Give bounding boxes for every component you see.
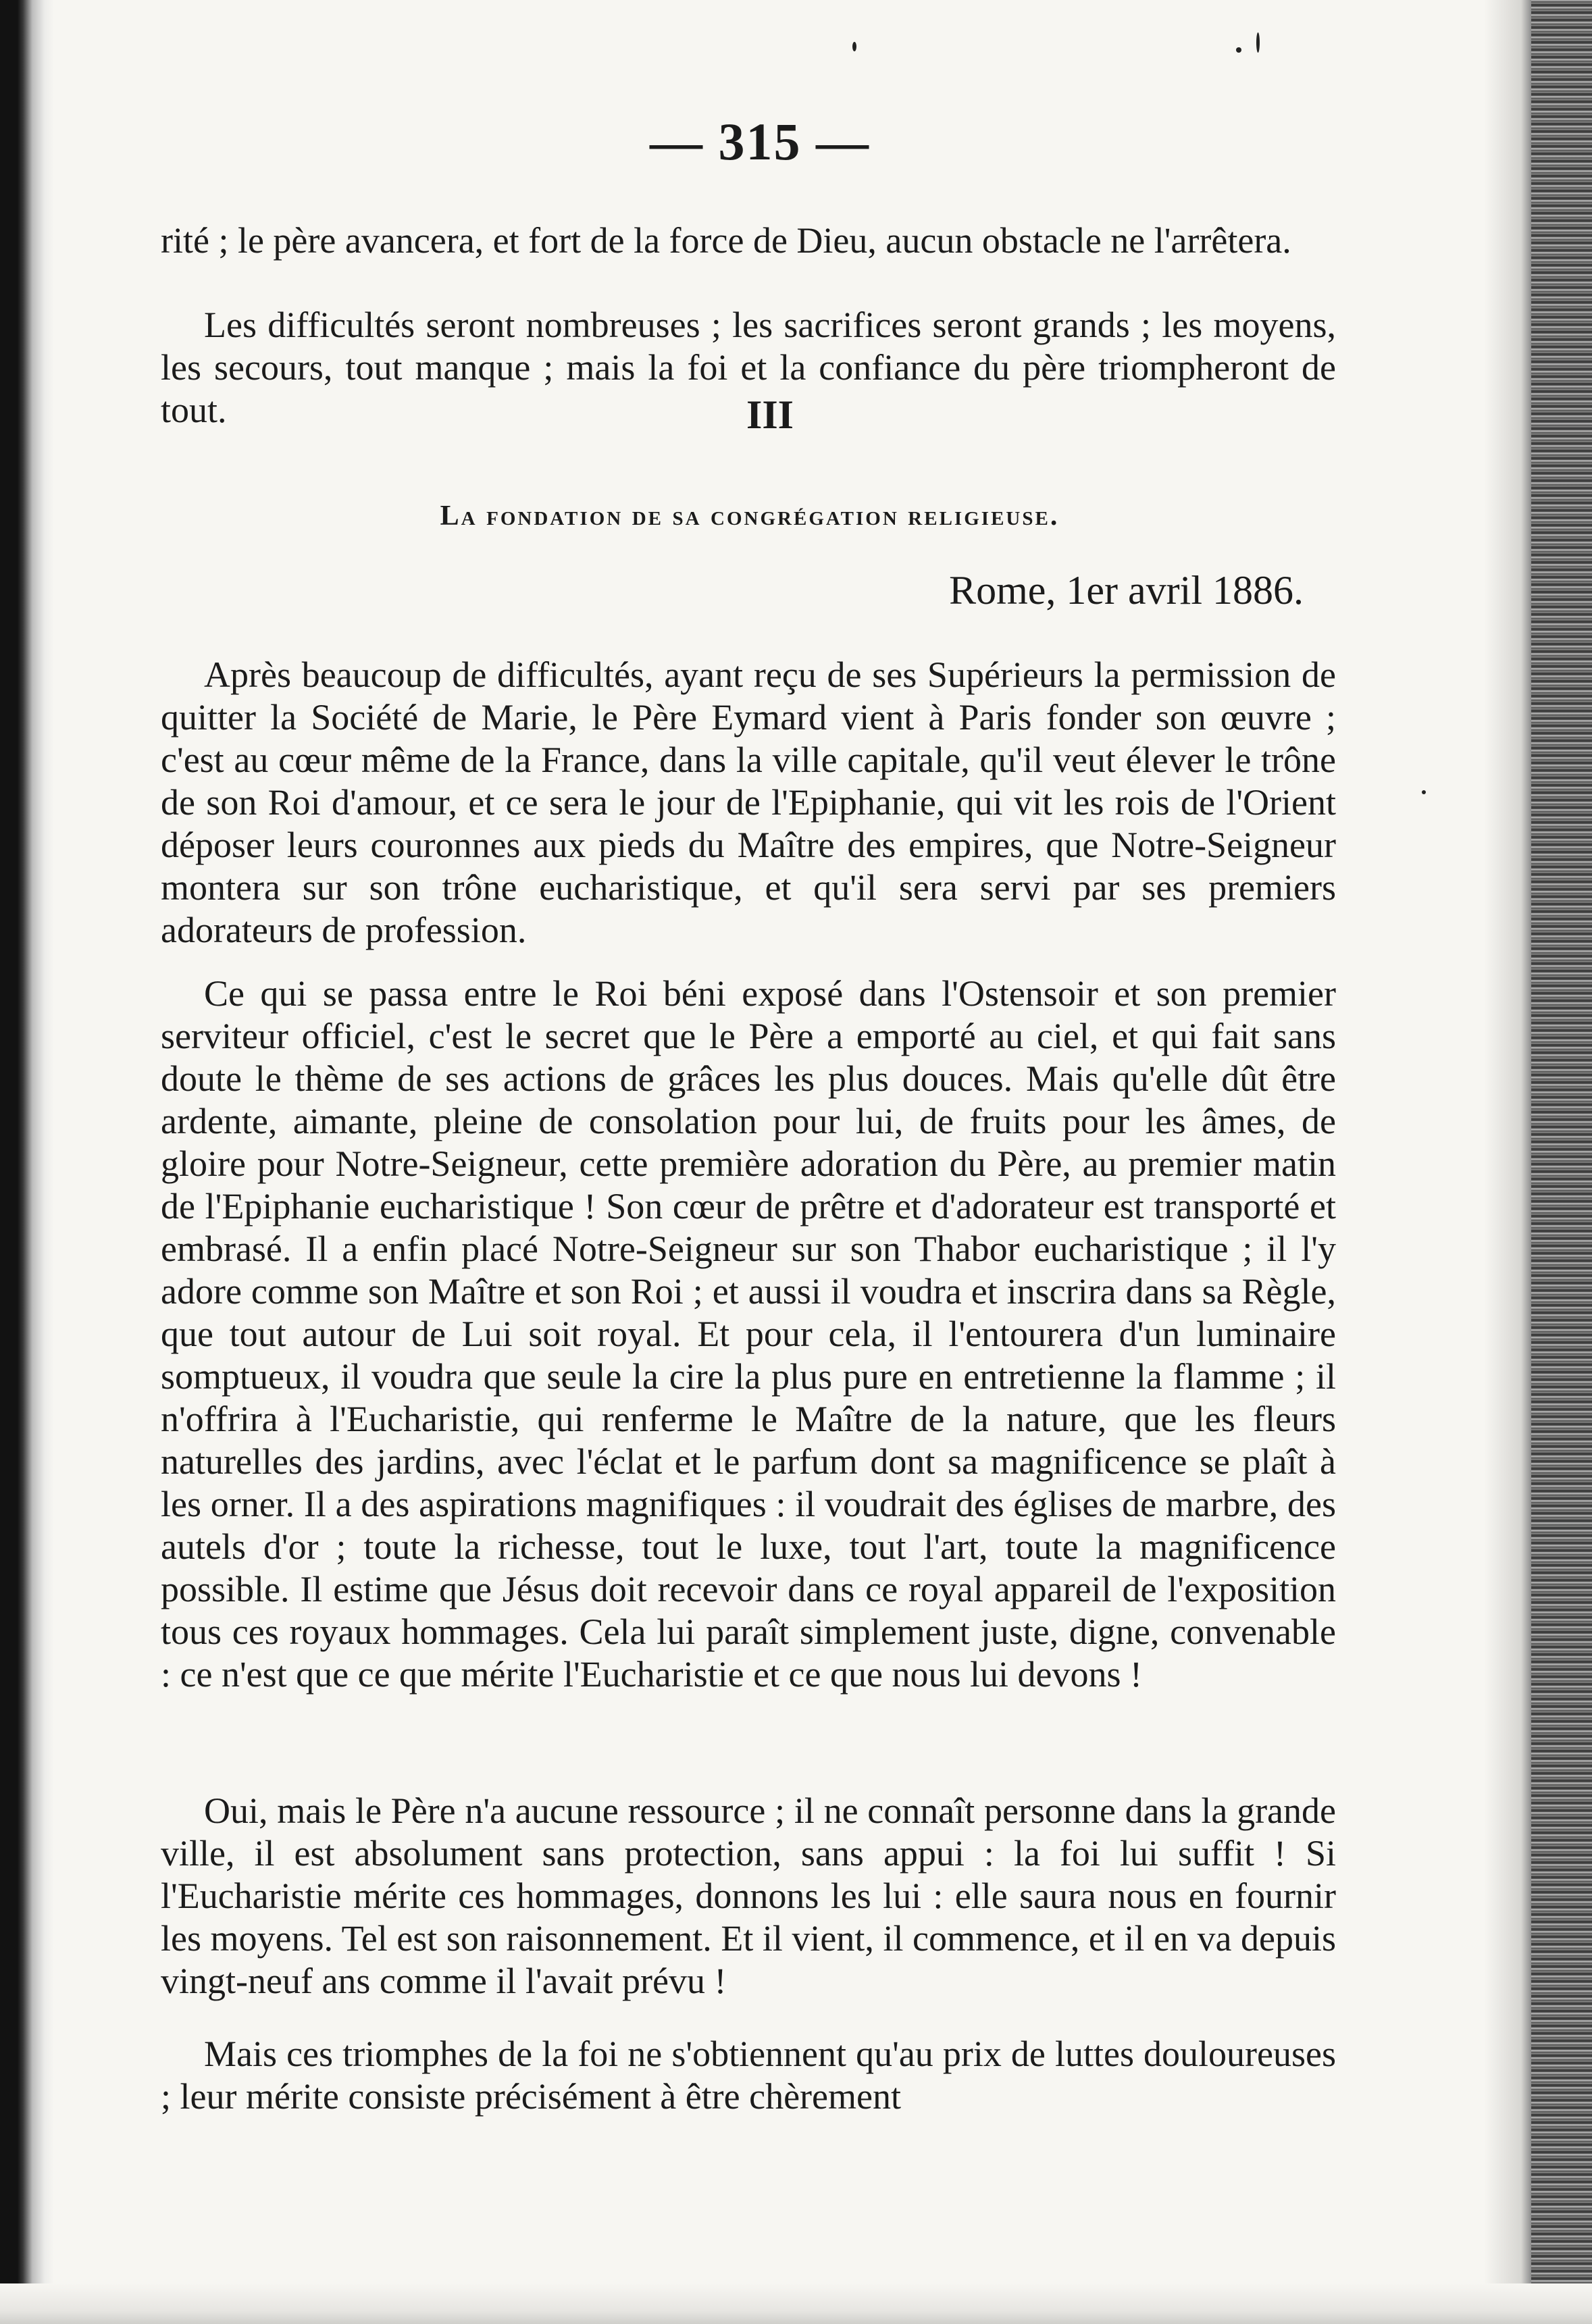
scan-speck [852,42,856,51]
body-paragraph-2: Ce qui se passa entre le Roi béni exposé dans l'Ostensoir et son premier serviteur officiel, c'est le secret que le Père a emporté au ciel, et qui fait sans doute le thème de ses actions de grâces les plus douces. Mais qu'elle dût être ardente, aimante, pleine de consolation pour lui, de fruits pour les âmes, de gloire pour Notre-Seigneur, cette première adoration du Père, au premier matin de l'Epiphanie eucharistique ! Son cœur de prêtre et d'adorateur est transporté et embrasé. Il a enfin placé Notre-Seigneur sur son Thabor eucharistique ; il l'y adore comme son Maître et son Roi ; et aussi il voudra et inscrira dans sa Règle, que tout autour de Lui soit royal. Et pour cela, il l'entourera d'un luminaire somptueux, il voudra que seule la cire la plus pure en entretienne la flamme ; il n'offrira à l'Eucharistie, qui renferme le Maître de la nature, que les fleurs naturelles des jardins, avec l'éclat et le parfum dont sa magnificence se plaît à les orner. Il a des aspirations magnifiques : il voudrait des églises de marbre, des autels d'or ; toute la richesse, tout le luxe, tout l'art, toute la magnificence possible. Il estime que Jésus doit recevoir dans ce royal appareil de l'exposition tous ces royaux hommages. Cela lui paraît simplement juste, digne, convenable : ce n'est que ce que mérite l'Eucharistie et ce que nous lui devons ! [161,973,1336,1695]
opening-paragraph: rité ; le père avancera, et fort de la force de Dieu, aucun obstacle ne l'arrêtera. [161,220,1291,261]
page-right-edge [1531,0,1592,2324]
scan-speck [1422,790,1426,794]
page-left-edge [0,0,54,2324]
body-paragraph-1: Après beaucoup de difficultés, ayant reçu de ses Supérieurs la permission de quitter la Société de Marie, le Père Eymard vient à Paris fonder son œuvre ; c'est au cœur même de la France, dans la ville capitale, qu'il veut élever le trône de son Roi d'amour, et ce sera le jour de l'Epiphanie, qui vit les rois de l'Orient déposer leurs couronnes aux pieds du Maître des empires, que Notre-Seigneur montera sur son trône eucharistique, et qu'il sera servi par ses premiers adorateurs de profession. [161,654,1336,950]
section-title: La fondation de sa congrégation religieuse. [440,500,1060,532]
page-right-shadow [1484,0,1531,2324]
scan-speck [1256,32,1260,53]
body-paragraph-4: Mais ces triomphes de la foi ne s'obtiennent qu'au prix de luttes douloureuses ; leur mérite consiste précisément à être chèrement [161,2034,1336,2117]
scan-speck [1236,47,1241,53]
page-bottom-edge [0,2283,1592,2324]
body-paragraph-3: Oui, mais le Père n'a aucune ressource ; il ne connaît personne dans la grande ville, il est absolument sans protection, sans appui : la foi lui suffit ! Si l'Eucharistie mérite ces hommages, donnons les lui : elle saura nous en fournir les moyens. Tel est son raisonnement. Et il vient, il commence, et il en va depuis vingt-neuf ans comme il l'avait prévu ! [161,1790,1336,2001]
section-numeral: III [746,392,794,437]
dateline: Rome, 1er avril 1886. [949,568,1304,613]
page-number: — 315 — [650,112,870,171]
paragraph-difficulties: Les difficultés seront nombreuses ; les sacrifices seront grands ; les moyens, les secours, tout manque ; mais la foi et la confiance du père triompheront de tout. [161,305,1336,430]
